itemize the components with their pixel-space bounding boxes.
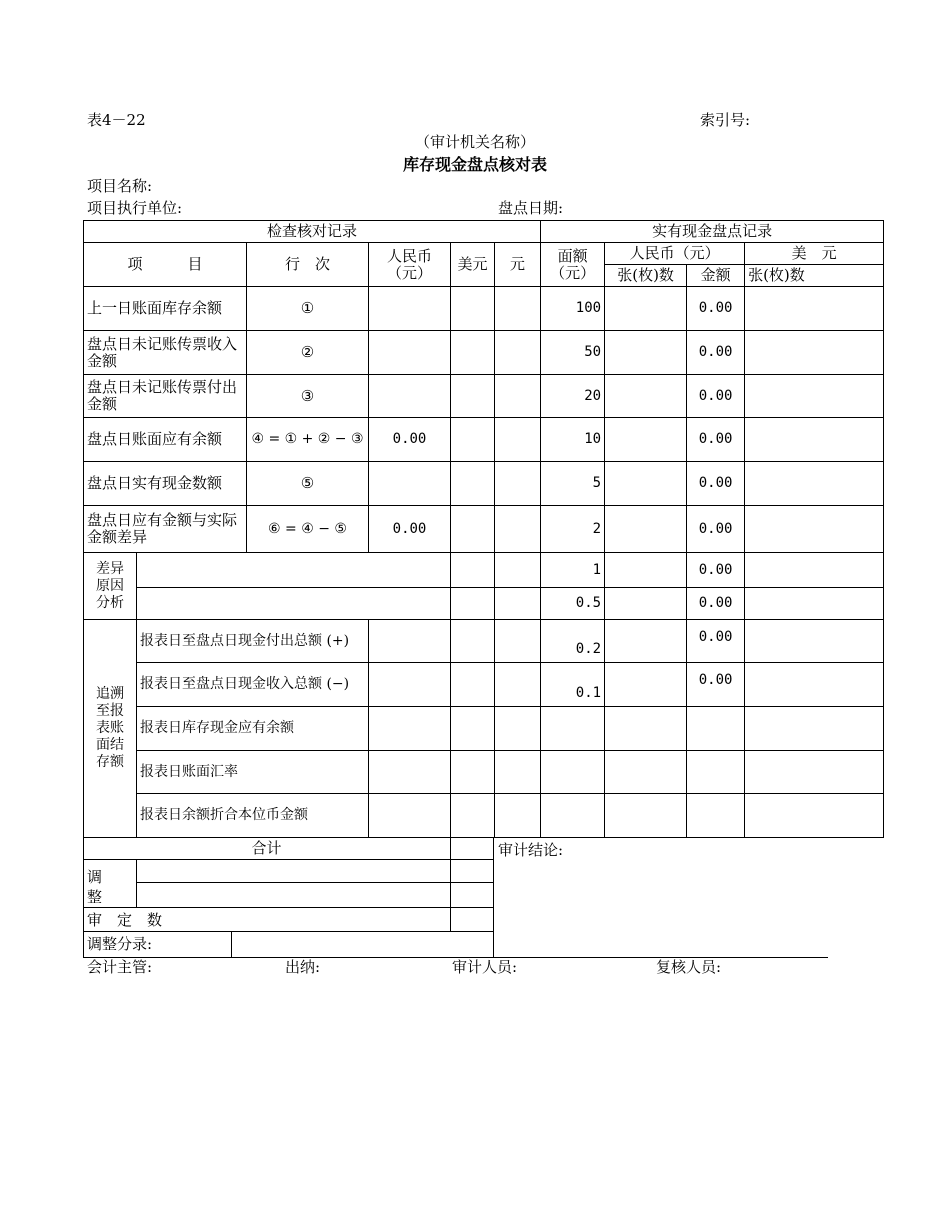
row-rmb-value <box>369 375 451 418</box>
trace-rmb <box>369 707 451 751</box>
total-label: 合计 <box>251 839 282 857</box>
row-amount: 0.00 <box>687 506 745 553</box>
trace-row <box>84 620 884 663</box>
table-row <box>84 287 884 331</box>
row-amount: 0.00 <box>687 620 745 663</box>
row-denomination: 20 <box>541 375 605 418</box>
trace-back-label: 追溯至报表账面结存额 <box>84 620 137 838</box>
row-denomination: 5 <box>541 462 605 506</box>
row-usd-count <box>745 588 884 620</box>
row-yuan-value <box>495 287 541 331</box>
row-amount: 0.00 <box>687 462 745 506</box>
row-yuan-value <box>495 375 541 418</box>
row-line: ⑤ <box>247 462 369 506</box>
approved-amount-label: 审 定 数 <box>87 911 163 929</box>
diff-usd <box>451 553 495 588</box>
row-count <box>605 287 687 331</box>
diff-row <box>84 553 884 588</box>
trace-item-label: 报表日账面汇率 <box>137 751 369 794</box>
diff-reason-cell[interactable] <box>137 553 451 588</box>
row-amount: 0.00 <box>687 375 745 418</box>
row-amount: 0.00 <box>687 418 745 462</box>
row-label: 盘点日实有现金数额 <box>84 462 247 506</box>
row-label: 盘点日未记账传票付出金额 <box>84 375 247 418</box>
trace-usd <box>451 620 495 663</box>
row-count <box>605 506 687 553</box>
row-usd-count <box>745 663 884 707</box>
table-row <box>84 462 884 506</box>
row-amount: 0.00 <box>687 287 745 331</box>
row-line: ⑥ = ④ − ⑤ <box>247 506 369 553</box>
row-usd-count <box>745 418 884 462</box>
row-denomination: 0.5 <box>541 588 605 620</box>
cashier-label: 出纳: <box>285 958 321 976</box>
row-yuan-value <box>495 506 541 553</box>
audit-conclusion-label: 审计结论: <box>498 841 564 859</box>
row-denomination: 10 <box>541 418 605 462</box>
row-usd-value <box>451 375 495 418</box>
trace-rmb <box>369 794 451 838</box>
project-name-label: 项目名称: <box>87 177 153 195</box>
row-count <box>605 418 687 462</box>
main-table-viewport <box>83 220 837 958</box>
trace-row <box>84 663 884 707</box>
row-denomination <box>541 707 605 751</box>
row-rmb-value <box>369 287 451 331</box>
row-usd-count <box>745 707 884 751</box>
row-denomination: 50 <box>541 331 605 375</box>
row-yuan-value <box>495 331 541 375</box>
row-usd-count <box>745 506 884 553</box>
row-amount: 0.00 <box>687 331 745 375</box>
diff-row <box>84 588 884 620</box>
row-count <box>605 707 687 751</box>
auditor-label: 审计人员: <box>452 958 518 976</box>
row-count <box>605 553 687 588</box>
trace-yuan <box>495 663 541 707</box>
count-date-label: 盘点日期: <box>498 199 564 217</box>
row-usd-count <box>745 553 884 588</box>
row-amount <box>687 794 745 838</box>
row-count <box>605 663 687 707</box>
row-count <box>605 751 687 794</box>
row-line: ① <box>247 287 369 331</box>
row-yuan-value <box>495 418 541 462</box>
row-usd-value <box>451 287 495 331</box>
col-item-header: 项 目 <box>84 243 247 287</box>
reviewer-label: 复核人员: <box>656 958 722 976</box>
row-denomination: 0.1 <box>541 663 605 707</box>
row-amount: 0.00 <box>687 588 745 620</box>
trace-yuan <box>495 751 541 794</box>
diff-reason-cell[interactable] <box>137 588 451 620</box>
row-usd-value <box>451 331 495 375</box>
row-usd-count <box>745 375 884 418</box>
row-denomination <box>541 794 605 838</box>
row-amount: 0.00 <box>687 553 745 588</box>
row-count <box>605 794 687 838</box>
trace-item-label: 报表日库存现金应有余额 <box>137 707 369 751</box>
trace-rmb <box>369 663 451 707</box>
row-count <box>605 375 687 418</box>
table-row <box>84 375 884 418</box>
col-usd-group-header: 美 元 <box>745 243 884 265</box>
col-usd-header: 美元 <box>451 243 495 287</box>
col-count-header: 张(枚)数 <box>605 265 687 287</box>
trace-usd <box>451 663 495 707</box>
trace-yuan <box>495 794 541 838</box>
check-record-header: 检查核对记录 <box>84 221 541 243</box>
row-usd-value <box>451 506 495 553</box>
trace-usd <box>451 751 495 794</box>
row-usd-count <box>745 794 884 838</box>
actual-cash-header: 实有现金盘点记录 <box>541 221 884 243</box>
table-number: 表4－22 <box>87 111 146 129</box>
column-header-row-1 <box>84 243 884 265</box>
trace-rmb <box>369 751 451 794</box>
trace-yuan <box>495 707 541 751</box>
row-usd-count <box>745 751 884 794</box>
col-amount-header: 金额 <box>687 265 745 287</box>
row-usd-count <box>745 620 884 663</box>
row-denomination: 1 <box>541 553 605 588</box>
row-rmb-value <box>369 462 451 506</box>
row-denomination <box>541 751 605 794</box>
col-line-header: 行 次 <box>247 243 369 287</box>
section-header-row <box>84 221 884 243</box>
trace-item-label: 报表日至盘点日现金付出总额 (+) <box>137 620 369 663</box>
diff-usd <box>451 588 495 620</box>
row-label: 上一日账面库存余额 <box>84 287 247 331</box>
diff-yuan <box>495 588 541 620</box>
trace-row <box>84 794 884 838</box>
index-number-label: 索引号: <box>700 111 751 129</box>
trace-row <box>84 707 884 751</box>
table-row <box>84 506 884 553</box>
diff-yuan <box>495 553 541 588</box>
row-label: 盘点日未记账传票收入金额 <box>84 331 247 375</box>
row-label: 盘点日账面应有余额 <box>84 418 247 462</box>
row-line: ③ <box>247 375 369 418</box>
row-count <box>605 462 687 506</box>
trace-item-label: 报表日至盘点日现金收入总额 (−) <box>137 663 369 707</box>
row-denomination: 100 <box>541 287 605 331</box>
trace-usd <box>451 707 495 751</box>
row-amount: 0.00 <box>687 663 745 707</box>
trace-usd <box>451 794 495 838</box>
row-rmb-value: 0.00 <box>369 506 451 553</box>
adjust-entry-label: 调整分录: <box>87 935 153 953</box>
row-usd-count <box>745 462 884 506</box>
lower-block <box>83 837 828 958</box>
trace-row <box>84 751 884 794</box>
col-rmb-header: 人民币（元） <box>369 243 451 287</box>
col-denomination-header: 面额（元） <box>541 243 605 287</box>
row-amount <box>687 751 745 794</box>
row-amount <box>687 707 745 751</box>
row-rmb-value <box>369 331 451 375</box>
row-usd-value <box>451 418 495 462</box>
col-count2-header: 张(枚)数 <box>745 265 884 287</box>
table-row <box>84 331 884 375</box>
row-line: ② <box>247 331 369 375</box>
row-denomination: 2 <box>541 506 605 553</box>
row-count <box>605 620 687 663</box>
exec-unit-label: 项目执行单位: <box>87 199 183 217</box>
row-label: 盘点日应有金额与实际金额差异 <box>84 506 247 553</box>
adjust-label: 调 整 <box>87 868 118 906</box>
row-count <box>605 331 687 375</box>
trace-rmb <box>369 620 451 663</box>
col-yuan-header: 元 <box>495 243 541 287</box>
col-rmb-group-header: 人民币（元） <box>605 243 745 265</box>
table-row <box>84 418 884 462</box>
row-usd-value <box>451 462 495 506</box>
page-title: 库存现金盘点核对表 <box>402 155 547 174</box>
trace-item-label: 报表日余额折合本位币金额 <box>137 794 369 838</box>
row-usd-count <box>745 287 884 331</box>
row-denomination: 0.2 <box>541 620 605 663</box>
accounting-head-label: 会计主管: <box>87 958 153 976</box>
cash-count-table <box>83 220 884 838</box>
audit-org-name: （审计机关名称） <box>414 133 535 151</box>
row-count <box>605 588 687 620</box>
row-usd-count <box>745 331 884 375</box>
row-rmb-value: 0.00 <box>369 418 451 462</box>
row-yuan-value <box>495 462 541 506</box>
diff-analysis-label: 差异原因分析 <box>84 553 137 620</box>
row-line: ④ = ① + ② − ③ <box>247 418 369 462</box>
trace-yuan <box>495 620 541 663</box>
